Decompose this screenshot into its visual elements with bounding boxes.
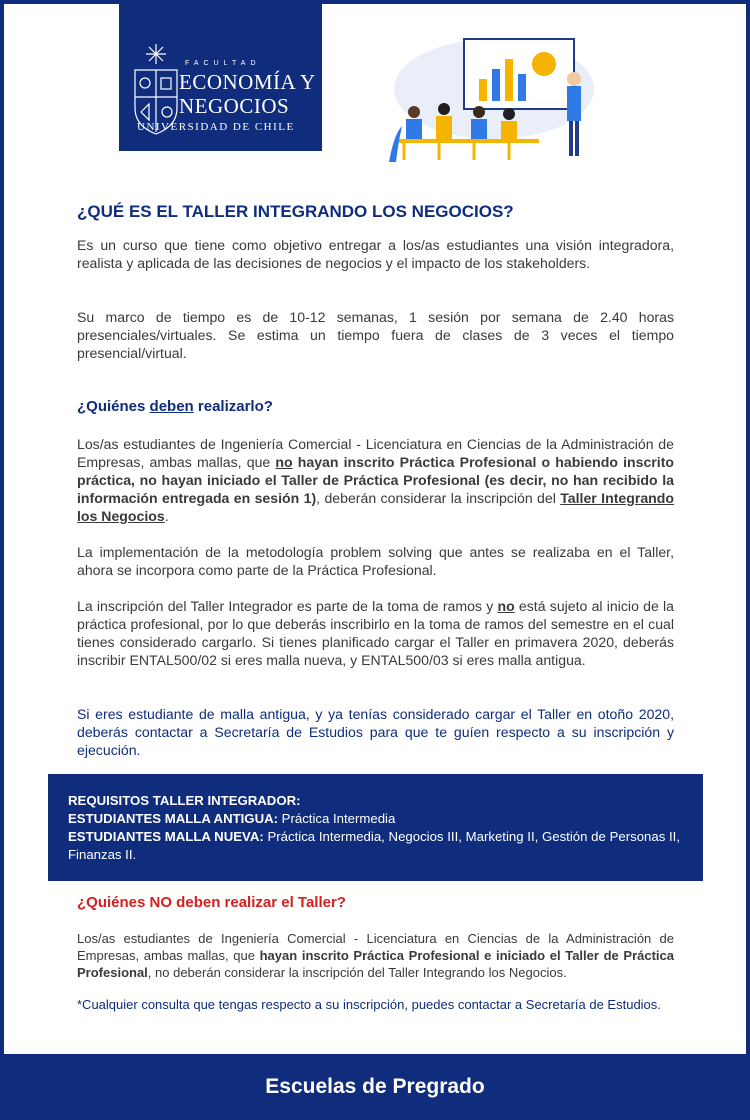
quienes-paragraph-1 bbox=[77, 435, 674, 525]
content-card bbox=[4, 4, 746, 1054]
requirements-box bbox=[48, 774, 703, 881]
no-deben-p1-a: Los/as estudiantes de Ingeniería Comercial - Licenciatura en Ciencias de la Administración de Empresas, ambas mallas, que bbox=[77, 931, 674, 963]
quienes-title-underlined: deben bbox=[149, 398, 194, 415]
requirements-antigua bbox=[68, 810, 680, 828]
quienes-p1-a: Los/as estudiantes de Ingeniería Comercial - Licenciatura en Ciencias de la Administración de Empresas, ambas mallas, que bbox=[77, 436, 674, 470]
quienes-paragraph-2: La implementación de la metodología problem solving que antes se realizaba en el Taller, ahora se incorpora como parte de la Práctica Profesional. bbox=[77, 544, 674, 578]
quienes-paragraph-4: Si eres estudiante de malla antigua, y ya tenías considerado cargar el Taller en otoño 2020, deberás contactar a Secretaría de Estudios para que te guíen respecto a su inscripción y ejecución. bbox=[77, 706, 674, 758]
quienes-p1-c: , deberán considerar la inscripción del bbox=[316, 490, 561, 506]
quienes-p3-no: no bbox=[497, 598, 515, 614]
nueva-label: ESTUDIANTES MALLA NUEVA: bbox=[68, 829, 264, 844]
logo-line-negocios: NEGOCIOS bbox=[179, 94, 290, 118]
quienes-p1-b: hayan inscrito Práctica Profesional o habiendo inscrito práctica, no hayan iniciado el Taller de Práctica Profesional (es decir, no han recibido la información entregada en sesión 1) bbox=[77, 454, 674, 506]
quienes-p1-no: no bbox=[275, 454, 293, 470]
no-deben-p1-b: hayan inscrito Práctica Profesional e iniciado el Taller de Práctica Profesional bbox=[77, 948, 675, 980]
contact-note: *Cualquier consulta que tengas respecto a su inscripción, puedes contactar a Secretaría de Estudios. bbox=[77, 997, 661, 1012]
page-title: ¿QUÉ ES EL TALLER INTEGRANDO LOS NEGOCIOS? bbox=[77, 202, 514, 221]
antigua-value: Práctica Intermedia bbox=[278, 811, 396, 826]
quienes-p1-d: Taller Integrando los Negocios bbox=[77, 490, 674, 524]
quienes-title-pre: ¿Quiénes bbox=[77, 398, 150, 415]
no-deben-p1-c: , no deberán considerar la inscripción del Taller Integrando los Negocios. bbox=[147, 965, 567, 980]
quienes-p1-e: . bbox=[164, 508, 169, 524]
intro-paragraph-1: Es un curso que tiene como objetivo entregar a los/as estudiantes una visión integradora, realista y aplicada de las decisiones de negocios y el impacto de los stakeholders. bbox=[77, 237, 674, 271]
logo-facultad: FACULTAD bbox=[185, 60, 261, 67]
antigua-label: ESTUDIANTES MALLA ANTIGUA: bbox=[68, 811, 279, 826]
section-title-quienes bbox=[77, 398, 273, 415]
quienes-title-post: realizarlo? bbox=[193, 398, 273, 415]
logo-line-economia: ECONOMÍA Y bbox=[179, 70, 316, 94]
intro-paragraph-2: Su marco de tiempo es de 10-12 semanas, 1 sesión por semana de 2.40 horas presenciales/virtuales. Se estima un tiempo fuera de clases de 3 veces el tiempo presencial/virtual. bbox=[77, 309, 674, 361]
faculty-logo bbox=[119, 4, 322, 151]
section-title-no-deben: ¿Quiénes NO deben realizar el Taller? bbox=[77, 894, 346, 911]
quienes-paragraph-3 bbox=[77, 597, 674, 669]
requirements-nueva bbox=[68, 828, 680, 864]
quienes-p3-a: La inscripción del Taller Integrador es parte de la toma de ramos y bbox=[77, 598, 498, 614]
logo-line-universidad: UNIVERSIDAD DE CHILE bbox=[137, 121, 295, 133]
quienes-p3-b: está sujeto al inicio de la práctica profesional, por lo que deberás inscribirlo en la toma de ramos del semestre en el cual tienes considerado cargarlo. Si tienes planificado cargar el Taller en primavera 2020, deberás inscribir ENTAL500/02 si eres malla nueva, y ENTAL500/03 si eres malla antigua. bbox=[77, 598, 674, 668]
presentation-meeting-illustration bbox=[384, 34, 599, 164]
requirements-title: REQUISITOS TALLER INTEGRADOR: bbox=[68, 793, 301, 808]
nueva-value: Práctica Intermedia, Negocios III, Marketing II, Gestión de Personas II, Finanzas II. bbox=[68, 829, 681, 862]
footer-title: Escuelas de Pregrado bbox=[265, 1075, 485, 1098]
no-deben-paragraph bbox=[77, 930, 674, 981]
